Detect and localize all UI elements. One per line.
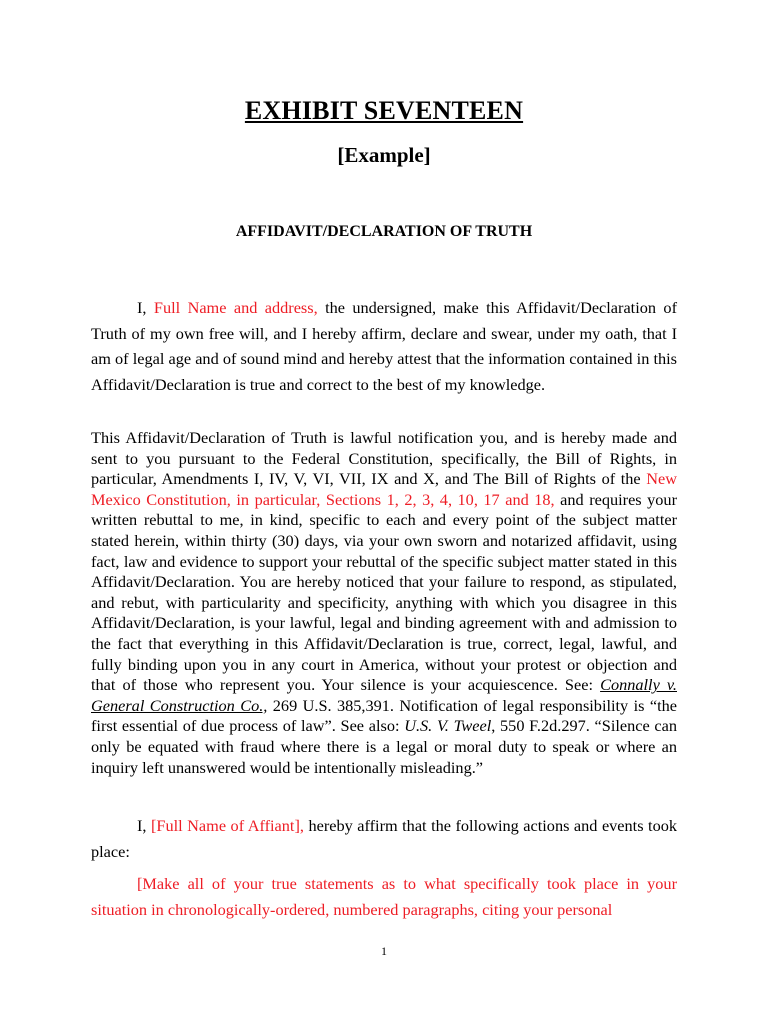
paragraph-instructions (91, 871, 677, 922)
text-run: hereby affirm that the following actions and events took place: (91, 816, 677, 861)
case-citation-tweel: U.S. V. Tweel (404, 716, 492, 736)
text-run: 269 U.S. 385,391. Notification of legal responsibility is “the first essential of due process of law”. See also: (91, 695, 678, 736)
placeholder-affiant-name: [Full Name of Affiant], (151, 816, 304, 835)
placeholder-full-name-address: Full Name and address, (153, 298, 318, 317)
page-number: 1 (381, 944, 387, 958)
paragraph-affiant (91, 813, 677, 864)
text-run: , 550 F.2d.297. “Silence can only be equated with fraud where there is a legal or moral duty to speak or where an inquiry left unanswered would be intentionally misleading.” (91, 716, 677, 777)
text-run: This Affidavit/Declaration of Truth is lawful notification you, and is hereby made and sent to you pursuant to the Federal Constitution, specifically, the Bill of Rights, in particular, Amendments I, IV, V, VI, VII, IX and X, and The Bill of Rights of the (91, 428, 677, 489)
document-subtitle: [Example] (337, 143, 431, 167)
section-heading: AFFIDAVIT/DECLARATION OF TRUTH (235, 223, 533, 240)
placeholder-state-constitution: New Mexico Constitution, in particular, Sections 1, 2, 3, 4, 10, 17 and 18, (91, 469, 677, 509)
text-run: I, (137, 816, 151, 835)
document-title: EXHIBIT SEVENTEEN (244, 96, 524, 125)
text-run: I, (137, 298, 154, 317)
case-citation-connally: Connally v. General Construction Co., (91, 675, 677, 715)
text-run: and requires your written rebuttal to me, in kind, specific to each and every point of the subject matter stated herein, within thirty (30) days, via your own sworn and notarized affidavit, using fact, law and evidence to support your rebuttal of the specific subject matter stated in this Affidavit/Declaration. You are hereby noticed that your failure to respond, as stipulated, and rebut, with particularity and specificity, anything with which you disagree in this Affidavit/Declaration, is your lawful, legal and binding agreement with and admission to the fact that everything in this Affidavit/Declaration is true, correct, legal, lawful, and fully binding upon you in any court in America, without your protest or objection and that of those who represent you. Your silence is your acquiescence. See: (91, 489, 677, 695)
placeholder-statements: [Make all of your true statements as to what specifically took place in your situation in chronologically-ordered, numbered paragraphs, citing your personal (91, 874, 677, 919)
text-run: the undersigned, make this Affidavit/Declaration of Truth of my own free will, and I hereby affirm, declare and swear, under my oath, that I am of legal age and of sound mind and hereby attest that the information contained in this Affidavit/Declaration is true and correct to the best of my knowledge. (91, 298, 677, 394)
paragraph-affirmation (91, 295, 677, 397)
paragraph-notification (91, 428, 677, 778)
